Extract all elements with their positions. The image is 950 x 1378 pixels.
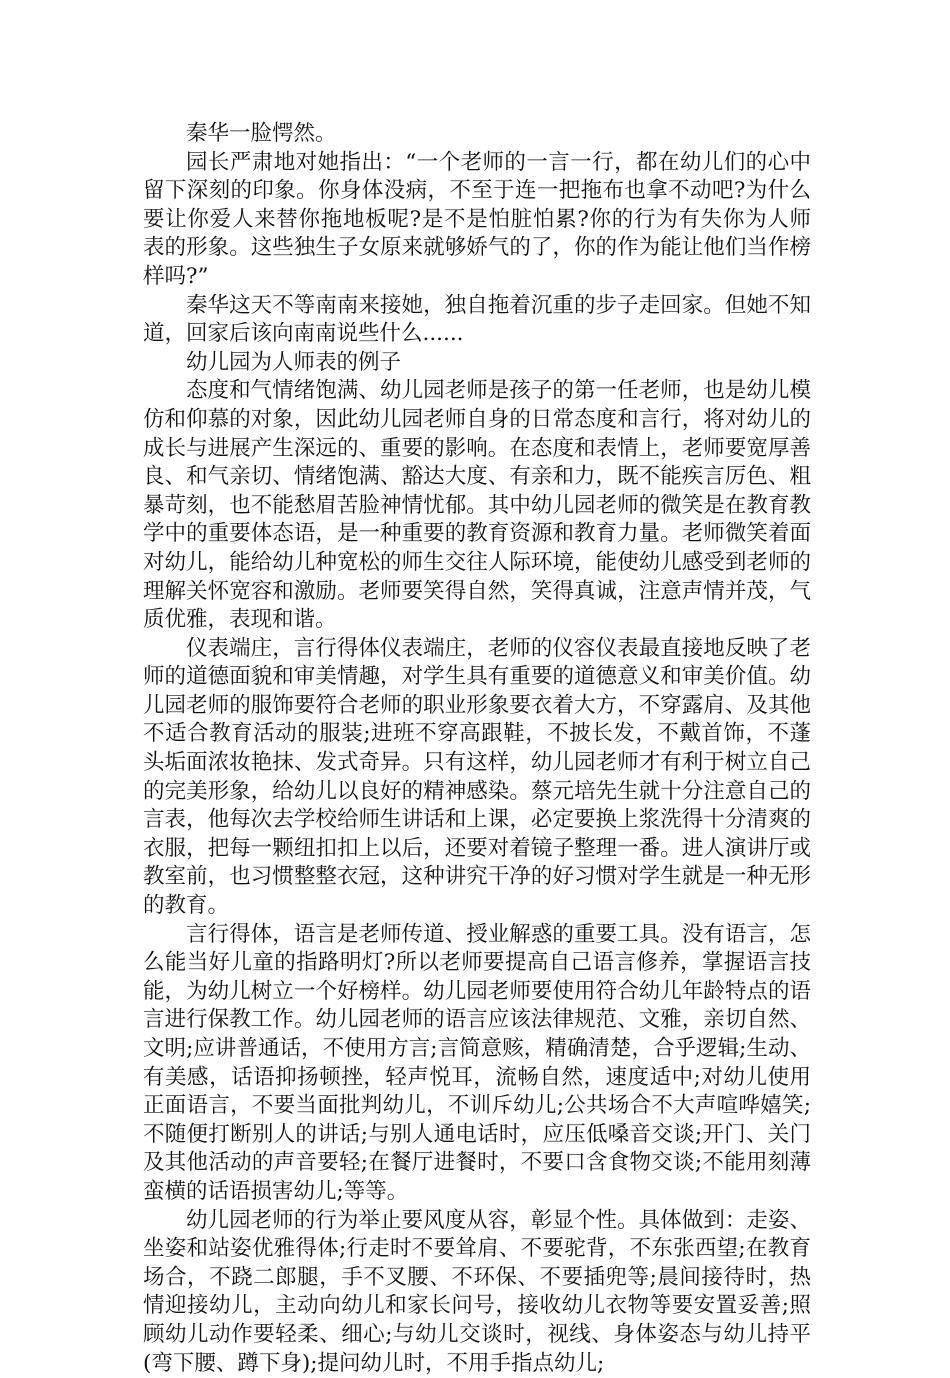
paragraph-attitude: 态度和气情绪饱满、幼儿园老师是孩子的第一任老师，也是幼儿模仿和仰慕的对象，因此幼儿园老师自身的日常态度和言行，将对幼儿的成长与进展产生深远的、重要的影响。在态度和表情上，老师要宽厚善良、和气亲切、情绪饱满、豁达大度、有亲和力，既不能疾言厉色、粗暴苛刻，也不能愁眉苦脸神情忧郁。其中幼儿园老师的微笑是在教育教学中的重要体态语，是一种重要的教育资源和教育力量。老师微笑着面对幼儿，能给幼儿种宽松的师生交往人际环境，能使幼儿感受到老师的理解关怀宽容和激励。老师要笑得自然，笑得真诚，注意声情并茂，气质优雅，表现和谐。 <box>143 378 811 633</box>
paragraph-language: 言行得体，语言是老师传道、授业解惑的重要工具。没有语言，怎么能当好儿童的指路明灯?所以老师要提高自己语言修养，掌握语言技能，为幼儿树立一个好榜样。幼儿园老师要使用符合幼儿年龄特点的语言进行保教工作。幼儿园老师的语言应该法律规范、文雅，亲切自然、文明;应讲普通话，不使用方言;言简意赅，精确清楚，合乎逻辑;生动、有美感，话语抑扬顿挫，轻声悦耳，流畅自然，速度适中;对幼儿使用正面语言，不要当面批判幼儿，不训斥幼儿;公共场合不大声喧哗嬉笑;不随便打断别人的讲话;与别人通电话时，应压低嗓音交谈;开门、关门及其他活动的声音要轻;在餐厅进餐时，不要口含食物交谈;不能用刻薄蛮横的话语损害幼儿;等等。 <box>143 921 811 1204</box>
paragraph-behavior: 幼儿园老师的行为举止要风度从容，彰显个性。具体做到：走姿、坐姿和站姿优雅得体;行走时不要耸肩、不要驼背，不东张西望;在教育场合，不跷二郎腿，手不叉腰、不环保、不要插兜等;晨间接待时，热情迎接幼儿，主动向幼儿和家长问号，接收幼儿衣物等要安置妥善;照顾幼儿动作要轻柔、细心;与幼儿交谈时，视线、身体姿态与幼儿持平(弯下腰、蹲下身);提问幼儿时，不用手指点幼儿; <box>143 1207 811 1376</box>
paragraph-director-speech: 园长严肃地对她指出：“一个老师的一言一行，都在幼儿们的心中留下深刻的印象。你身体没病，不至于连一把拖布也拿不动吧?为什么要让你爱人来替你拖地板呢?是不是怕脏怕累?你的行为有失你为人师表的形象。这些独生子女原来就够娇气的了，你的作为能让他们当作榜样吗?” <box>143 149 811 289</box>
paragraph-qinhua-stunned: 秦华一脸愕然。 <box>186 121 337 146</box>
document-body <box>143 120 811 1378</box>
paragraph-appearance: 仪表端庄，言行得体仪表端庄，老师的仪容仪表最直接地反映了老师的道德面貌和审美情趣，对学生具有重要的道德意义和审美价值。幼儿园老师的服饰要符合老师的职业形象要衣着大方，不穿露肩、及其他不适合教育活动的服装;进班不穿高跟鞋，不披长发，不戴首饰，不蓬头垢面浓妆艳抹、发式奇异。只有这样，幼儿园老师才有利于树立自己的完美形象，给幼儿以良好的精神感染。蔡元培先生就十分注意自己的言表，他每次去学校给师生讲话和上课，必定要换上浆洗得十分清爽的衣服，把每一颗纽扣扣上以后，还要对着镜子整理一番。进人演讲厅或教室前，也习惯整整衣冠，这种讲究干净的好习惯对学生就是一种无形的教育。 <box>143 635 811 919</box>
paragraph-qinhua-walks-home: 秦华这天不等南南来接她，独自拖着沉重的步子走回家。但她不知道，回家后该向南南说些什么...... <box>143 292 811 347</box>
section-heading: 幼儿园为人师表的例子 <box>186 349 402 375</box>
